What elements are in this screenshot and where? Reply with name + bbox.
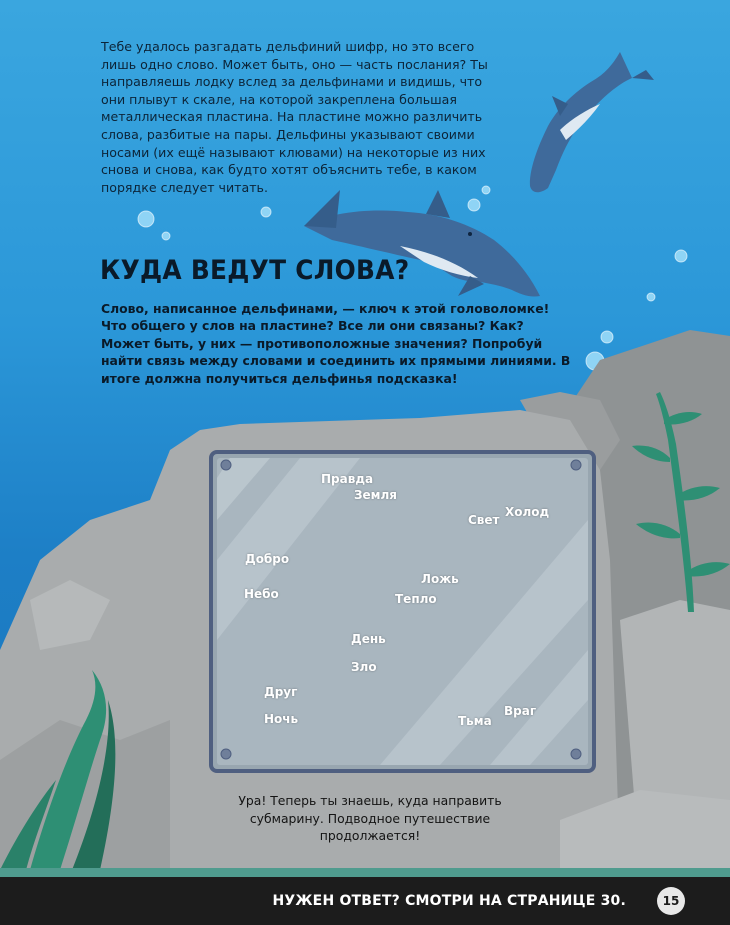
bolt bbox=[571, 460, 581, 470]
intro-paragraph: Тебе удалось разгадать дельфиний шифр, но это всего лишь одно слово. Может быть, оно — часть послания? Ты направляешь лодку вслед за дельфинами и видишь, что они плывут к скале, на которой закреплена большая металлическая пластина. На пластине можно различить слова, разбитые на пары. Дельфины указывают своими носами (их ещё называют клювами) на некоторые из них снова и снова, как будто хотят объяснить тебе, в каком порядке следует читать. bbox=[101, 39, 488, 195]
bubble bbox=[601, 331, 613, 343]
section-heading: КУДА ВЕДУТ СЛОВА? bbox=[100, 255, 410, 286]
bubble bbox=[675, 250, 687, 262]
plate-word-lozh[interactable]: Ложь bbox=[421, 572, 459, 586]
bolt bbox=[221, 749, 231, 759]
plate-word-zlo[interactable]: Зло bbox=[351, 660, 377, 674]
bubble bbox=[647, 293, 655, 301]
bubble bbox=[138, 211, 154, 227]
plate-word-dobro[interactable]: Добро bbox=[245, 552, 290, 566]
page-number-badge: 15 bbox=[657, 887, 685, 915]
plate-word-zemlya[interactable]: Земля bbox=[354, 488, 397, 502]
plate-word-svet[interactable]: Свет bbox=[468, 513, 500, 527]
closing-paragraph: Ура! Теперь ты знаешь, куда направить субмарину. Подводное путешествие продолжается! bbox=[238, 793, 502, 843]
plate-word-nebo[interactable]: Небо bbox=[244, 587, 279, 601]
plate-word-kholod[interactable]: Холод bbox=[505, 505, 550, 519]
answer-hint: НУЖЕН ОТВЕТ? СМОТРИ НА СТРАНИЦЕ 30. bbox=[272, 893, 626, 909]
page-footer bbox=[0, 877, 730, 925]
plate-word-vrag[interactable]: Враг bbox=[504, 704, 537, 718]
bolt bbox=[571, 749, 581, 759]
bubble bbox=[468, 199, 480, 211]
dolphin-upper-icon bbox=[530, 52, 654, 192]
bubble bbox=[162, 232, 170, 240]
plate-word-den[interactable]: День bbox=[351, 632, 386, 646]
plate-word-pravda[interactable]: Правда bbox=[321, 472, 374, 486]
plate-word-drug[interactable]: Друг bbox=[264, 685, 298, 699]
plate-word-teplo[interactable]: Тепло bbox=[395, 592, 437, 606]
plate-word-noch[interactable]: Ночь bbox=[264, 712, 299, 726]
plate-word-tma[interactable]: Тьма bbox=[458, 714, 492, 728]
bubble bbox=[261, 207, 271, 217]
bolt bbox=[221, 460, 231, 470]
task-paragraph: Слово, написанное дельфинами, — ключ к этой головоломке! Что общего у слов на пластине? Все ли они связаны? Как? Может быть, у них — противоположные значения? Попробуй найти связь между словами и соединить их прямыми линиями. В итоге должна получиться дельфинья подсказка! bbox=[101, 301, 571, 386]
